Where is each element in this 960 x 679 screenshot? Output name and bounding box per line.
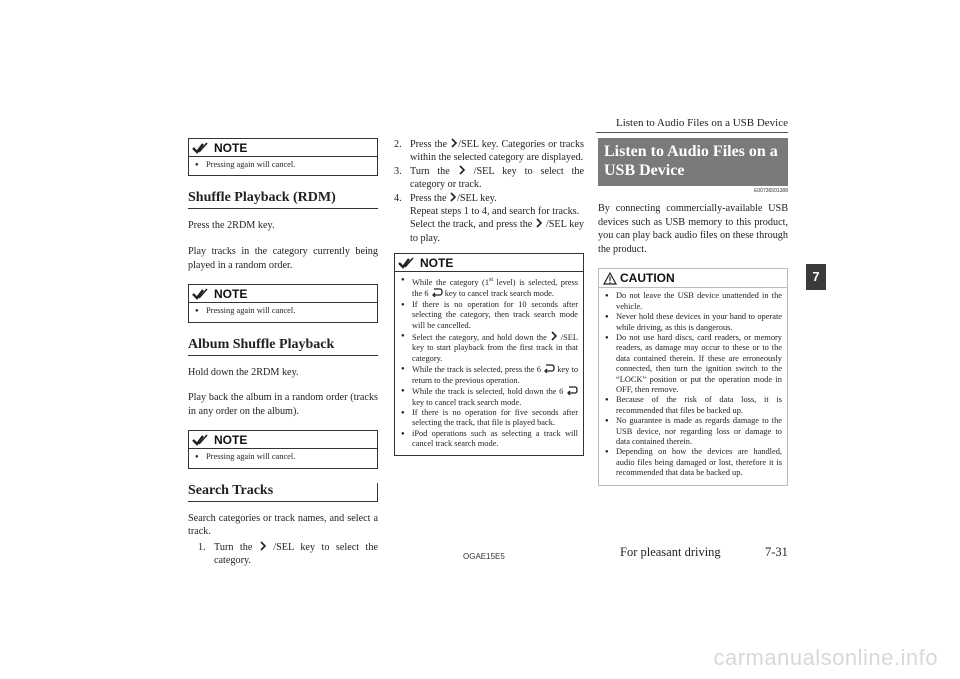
note-label: NOTE: [214, 432, 248, 447]
bullet-icon: ●: [401, 277, 405, 284]
note-checkmark-icon: [398, 257, 416, 269]
sel-key-icon: [450, 138, 458, 148]
footer-code: OGAE15E5: [463, 552, 505, 561]
note-bullet: ● Pressing again will cancel.: [195, 160, 296, 169]
note-bullet: ● Pressing again will cancel.: [195, 452, 296, 462]
bullet-icon: ●: [605, 449, 609, 456]
shuffle-description: Play tracks in the category currently being played in a random order.: [188, 246, 378, 271]
note-box-3: [188, 430, 378, 468]
column-3: [598, 138, 788, 486]
bullet-icon: ●: [605, 418, 609, 425]
note-header: [395, 254, 583, 271]
step-4: 4. Press the /SEL key.: [394, 192, 497, 204]
note-label: NOTE: [214, 140, 248, 155]
page-number: 7-31: [765, 545, 788, 559]
note-checkmark-icon: [192, 142, 210, 154]
shuffle-instruction: Press the 2RDM key.: [188, 220, 275, 232]
note-checkmark-icon: [192, 434, 210, 446]
bullet-icon: ●: [605, 397, 609, 404]
search-steps-continued: [394, 138, 584, 245]
bullet-icon: ●: [401, 388, 405, 395]
return-arrow-icon: [566, 386, 578, 395]
caution-bullet: ● Never hold these devices in your hand to operate while driving, as this is dangerous.: [605, 312, 782, 332]
bullet-icon: ●: [605, 314, 609, 321]
warning-triangle-icon: [603, 272, 617, 285]
step-3: 3. Turn the /SEL key to select the category or track.: [394, 165, 585, 191]
section-heading-shuffle: Shuffle Playback (RDM): [188, 190, 378, 209]
return-arrow-icon: [543, 364, 555, 373]
sel-key-icon: [449, 192, 457, 202]
bullet-icon: ●: [195, 308, 199, 315]
page-header-title: Listen to Audio Files on a USB Device: [615, 117, 788, 129]
caution-bullet: ● No guarantee is made as regards damage to the USB device, nor regarding loss or damage to data contained therein.: [605, 416, 782, 447]
note-bullet: ● If there is no operation for 10 seconds after selecting the category, then track search mode will be cancelled.: [401, 299, 578, 330]
step-2: 2. Press the /SEL key. Categories or tracks within the selected category are displayed.: [394, 139, 584, 164]
sel-key-icon: [550, 331, 558, 341]
album-instruction: Hold down the 2RDM key.: [188, 366, 299, 378]
note-bullet: ● iPod operations such as selecting a track will cancel track search mode.: [401, 428, 578, 449]
sel-key-icon: [535, 218, 543, 228]
section-heading-album-shuffle: Album Shuffle Playback: [188, 337, 378, 356]
header-rule: [596, 132, 788, 133]
bullet-icon: ●: [401, 409, 405, 416]
section-code: E00736501388: [754, 188, 788, 194]
section-title-line-2: USB Device: [604, 162, 685, 179]
bullet-icon: ●: [401, 366, 405, 373]
note-bullet: ● Pressing again will cancel.: [195, 306, 296, 316]
caution-bullet: ● Do not leave the USB device unattended in the vehicle.: [605, 291, 782, 311]
note-bullet: ● If there is no operation for five seconds after selecting the track, that file is played back.: [401, 407, 578, 428]
note-bullet: ● While the category (1st level) is selected, press the 6 key to cancel track search mode.: [401, 277, 578, 299]
step-4-repeat: Repeat steps 1 to 4, and search for tracks.: [410, 206, 580, 218]
usb-intro: By connecting commercially-available USB devices such as USB memory to this product, you can play back audio files on these through the product.: [598, 203, 788, 255]
note-bullet: ● While the track is selected, hold down the 6 key to cancel track search mode.: [401, 386, 578, 408]
sel-key-icon: [458, 165, 466, 175]
bullet-icon: ●: [605, 293, 609, 300]
caution-bullet: ● Depending on how the devices are handled, audio files being damaged or lost, therefore it is recommended that data be backed up.: [605, 447, 782, 478]
step-4-select: Select the track, and press the /SEL key to play.: [410, 219, 584, 244]
section-title-line-1: Listen to Audio Files on a: [604, 143, 778, 160]
note-header: [189, 431, 377, 448]
section-heading-search-tracks: Search Tracks: [188, 483, 378, 502]
bullet-icon: ●: [605, 335, 609, 341]
note-bullet: ● While the track is selected, press the 6 key to return to the previous operation.: [401, 365, 579, 385]
step-1: 1. Turn the /SEL key to select the category.: [198, 541, 378, 567]
return-arrow-icon: [431, 288, 443, 297]
bullet-icon: ●: [195, 454, 199, 461]
album-description: Play back the album in a random order (tracks in any order on the album).: [188, 392, 378, 417]
sel-key-icon: [259, 541, 267, 551]
note-header: [189, 285, 377, 302]
column-1: [188, 138, 378, 568]
note-header: [189, 139, 377, 156]
column-2: [394, 138, 584, 470]
watermark: carmanualsonline.info: [713, 645, 938, 670]
search-description: Search categories or track names, and select a track.: [188, 512, 378, 538]
bullet-icon: ●: [401, 333, 405, 340]
section-title-band: [598, 138, 788, 186]
note-box-1: [188, 138, 378, 176]
caution-bullet: ● Because of the risk of data loss, it is recommended that files be backed up.: [605, 395, 782, 415]
footer-section: For pleasant driving: [620, 545, 721, 559]
chapter-tab: 7: [806, 264, 826, 290]
caution-box: [598, 268, 788, 485]
caution-label: CAUTION: [620, 271, 675, 286]
bullet-icon: ●: [195, 162, 199, 168]
caution-bullet: ● Do not use hard discs, card readers, or memory readers, as damage may occur to these or to the data contained therein. If these are erroneously connected, then turn the ignition switch to the “LOCK” position or put the operation mode in OFF, then remove.: [605, 333, 782, 395]
note-box-search: [394, 253, 584, 455]
search-steps: [188, 541, 378, 568]
bullet-icon: ●: [401, 301, 405, 308]
bullet-icon: ●: [401, 430, 405, 437]
note-label: NOTE: [420, 255, 454, 270]
note-checkmark-icon: [192, 288, 210, 300]
note-bullet: ● Select the category, and hold down the /SEL key to start playback from the first track in that category.: [401, 333, 578, 363]
caution-header: [599, 269, 787, 287]
note-label: NOTE: [214, 286, 248, 301]
note-box-2: [188, 284, 378, 322]
